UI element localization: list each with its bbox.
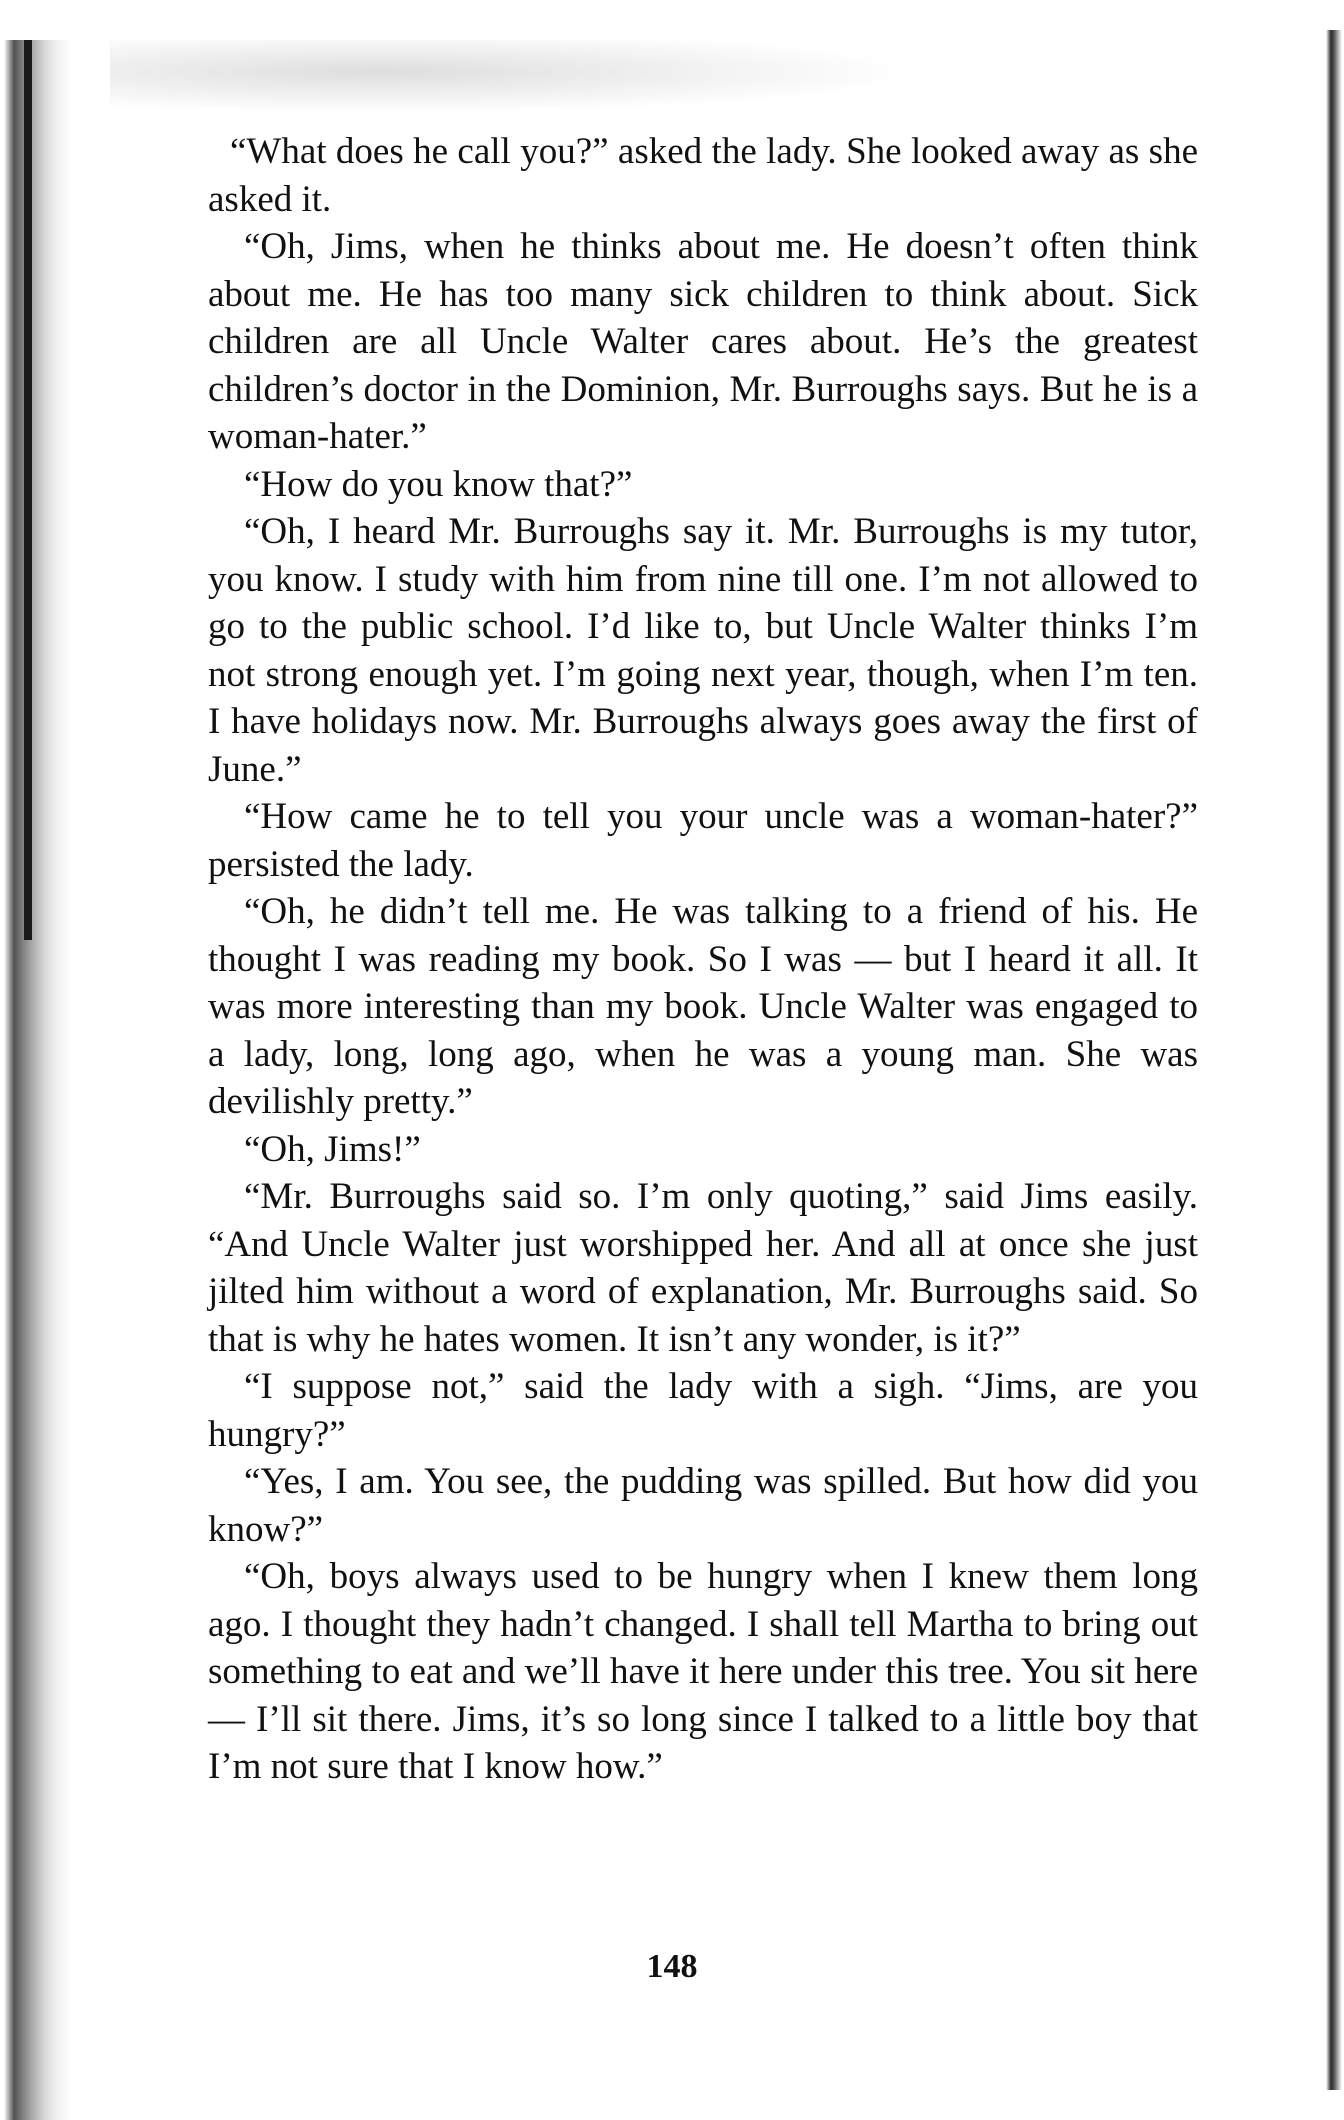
paragraph: “Oh, boys always used to be hungry when I knew them long ago. I thought they hadn’t changed. I shall tell Martha to bring out something to eat and we’ll have it here under this tree. You sit here — I’ll sit there. Jims, it’s so long since I talked to a little boy that I’m not sure that I know how.” [208, 1556, 1198, 1787]
scan-smudge [110, 40, 1010, 120]
paragraph: “I suppose not,” said the lady with a sigh. “Jims, are you hungry?” [208, 1366, 1198, 1455]
paragraph: “Oh, Jims!” [244, 1128, 421, 1170]
paragraph: “Oh, Jims, when he thinks about me. He doesn’t often think about me. He has too many sick children to think about. Sick children are all Uncle Walter cares about. He’s the greatest children’s doctor in the Dominion, Mr. Burroughs says. But he is a woman-hater.” [208, 226, 1198, 457]
body-text [208, 128, 1198, 1791]
page-number: 148 [646, 1948, 698, 1985]
paragraph: “Oh, I heard Mr. Burroughs say it. Mr. Burroughs is my tutor, you know. I study with him from nine till one. I’m not allowed to go to the public school. I’d like to, but Uncle Walter thinks I’m not strong enough yet. I’m going next year, though, when I’m ten. I have holidays now. Mr. Burroughs always goes away the first of June.” [208, 511, 1198, 790]
page-gutter-shadow [0, 40, 70, 2120]
paragraph: “Mr. Burroughs said so. I’m only quoting,” said Jims easily. “And Uncle Walter just worshipped her. And all at once she just jilted him without a word of explanation, Mr. Burroughs said. So that is why he hates women. It isn’t any wonder, is it?” [208, 1176, 1198, 1360]
paragraph: “Yes, I am. You see, the pudding was spilled. But how did you know?” [208, 1461, 1198, 1550]
binding-edge [24, 40, 32, 940]
paragraph: “How came he to tell you your uncle was a woman-hater?” persisted the lady. [208, 796, 1198, 885]
paragraph: “How do you know that?” [244, 463, 633, 505]
paragraph: “Oh, he didn’t tell me. He was talking to a friend of his. He thought I was reading my book. So I was — but I heard it all. It was more interesting than my book. Uncle Walter was engaged to a lady, long, long ago, when he was a young man. She was devilishly pretty.” [208, 891, 1198, 1122]
paragraph: “What does he call you?” asked the lady. She looked away as she asked it. [208, 131, 1198, 220]
page-right-edge [1298, 30, 1344, 2090]
